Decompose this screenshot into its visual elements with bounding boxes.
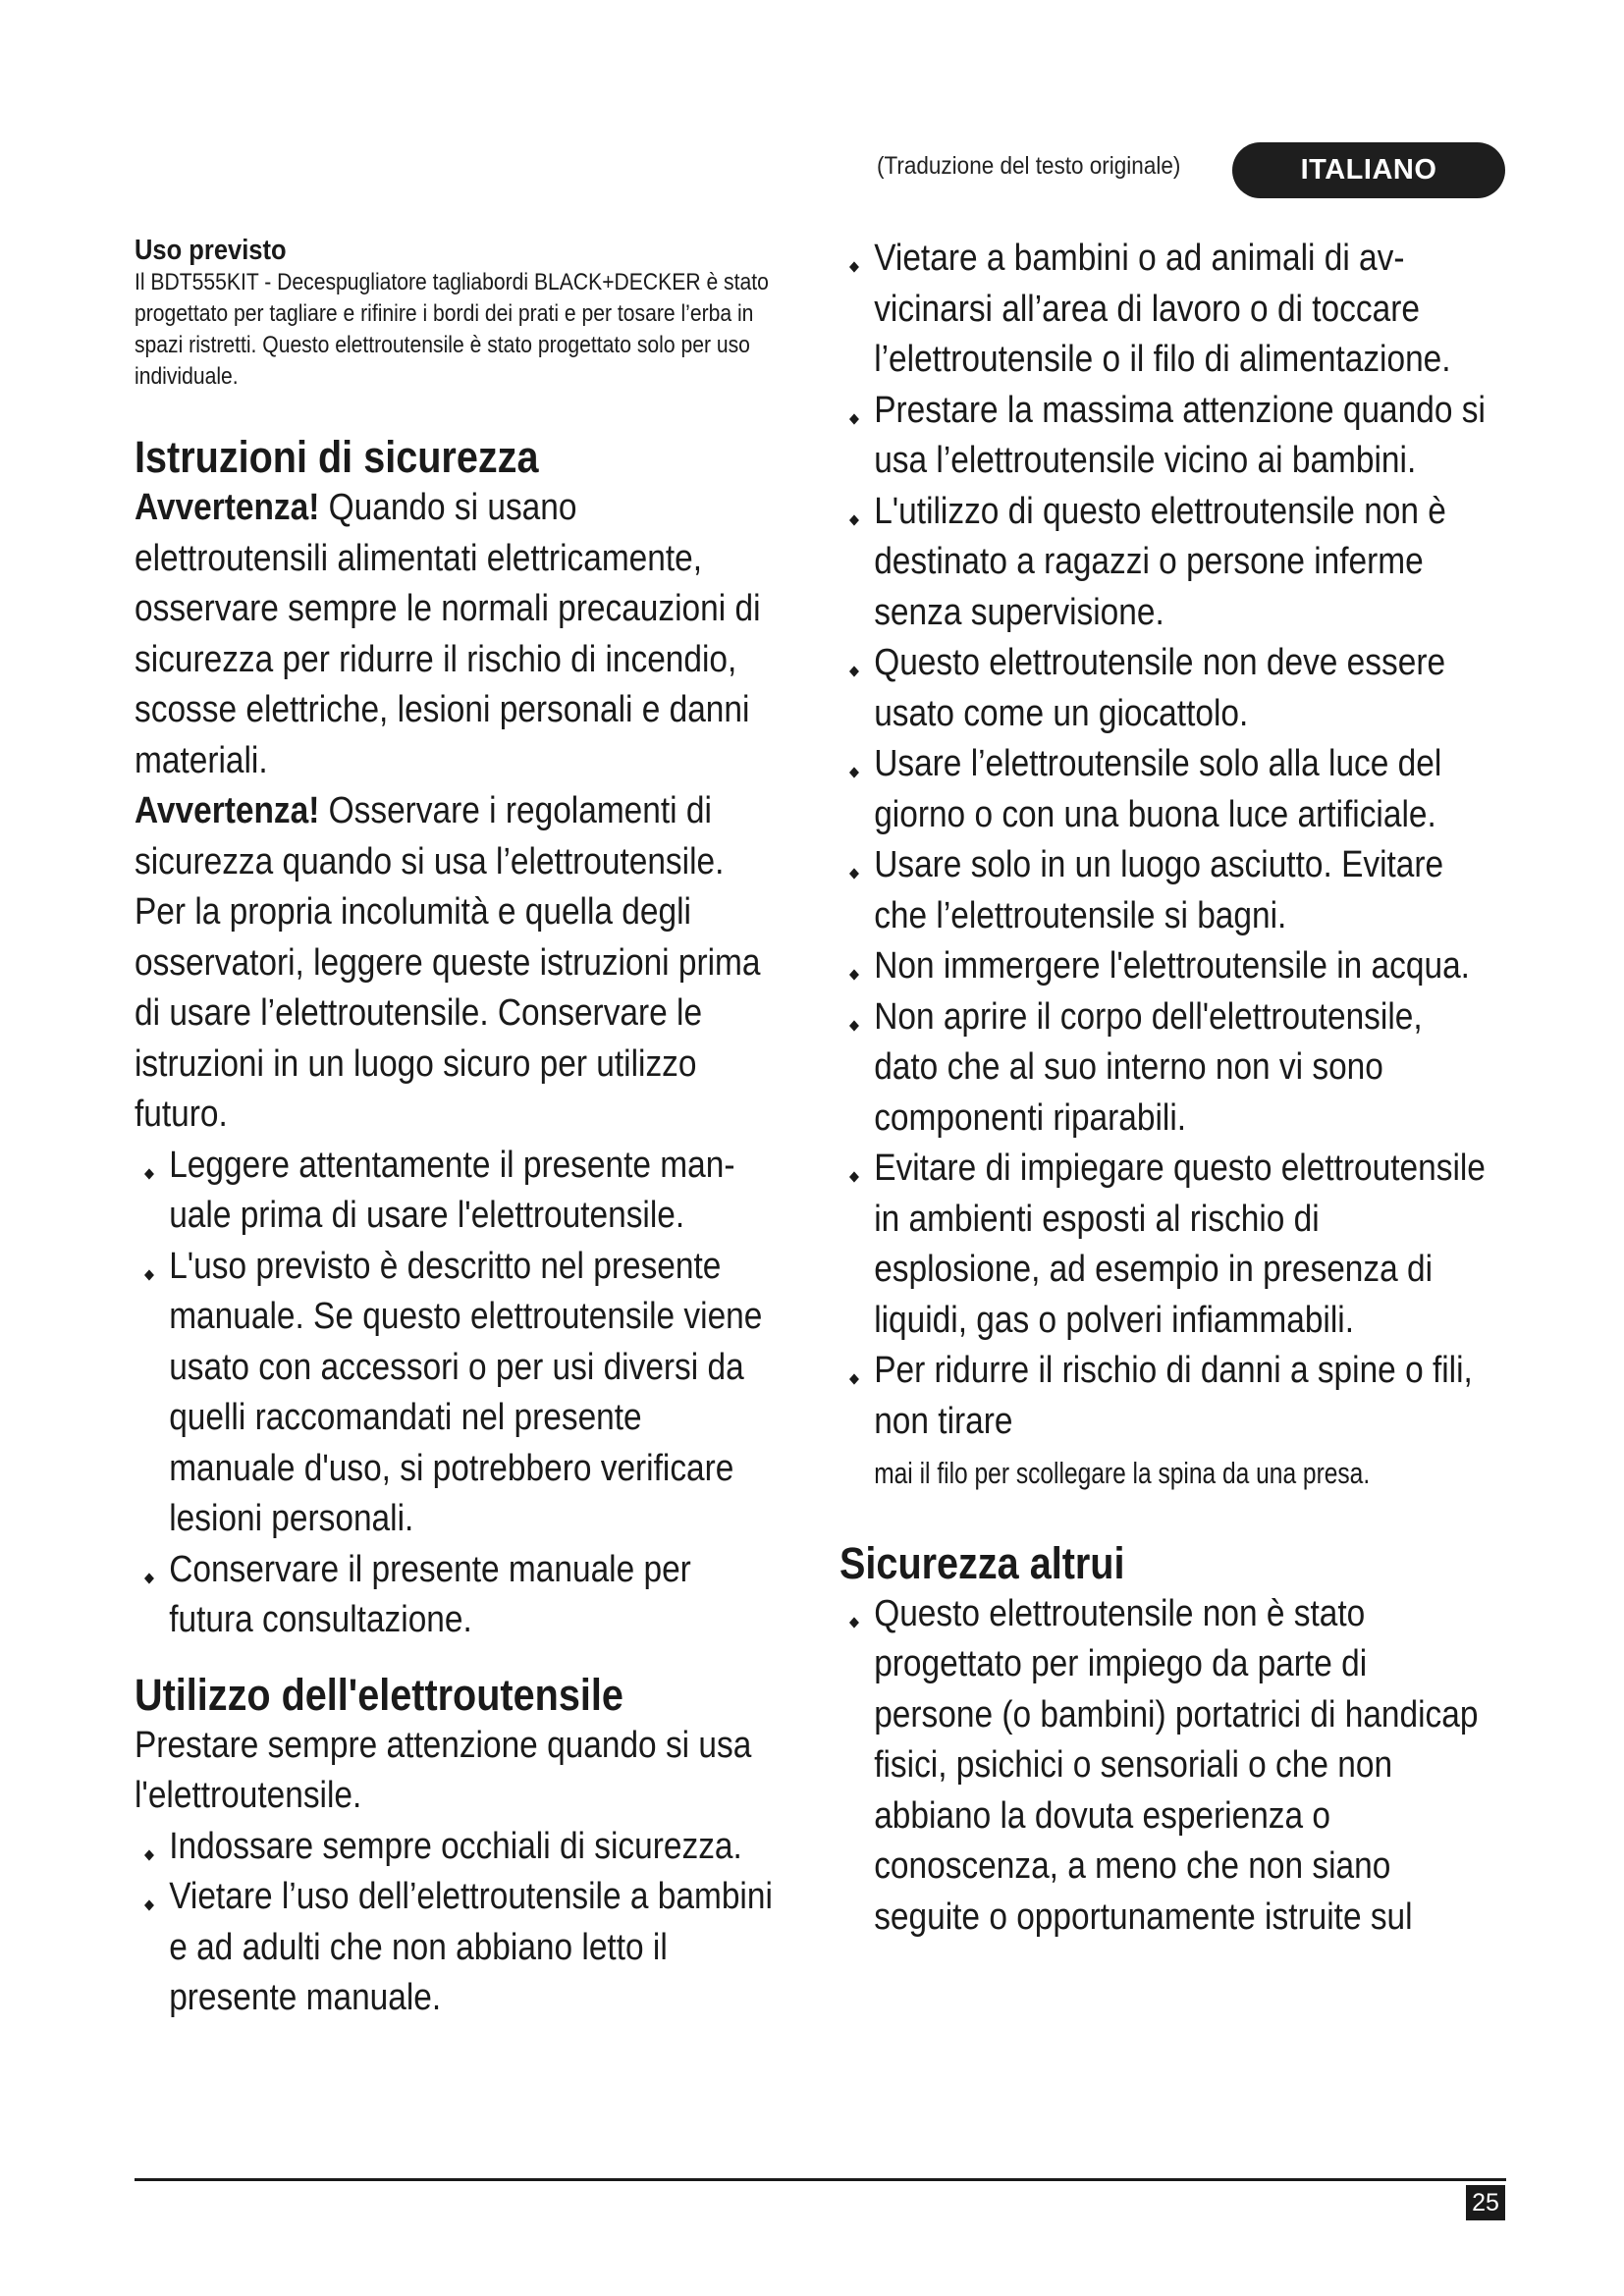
list-item: Indossare sempre occhiali di sicurezza. [135, 1822, 775, 1873]
list-item: Questo elettroutensile non deve essere usato come un giocattolo. [839, 638, 1492, 739]
bullet-diamond-icon [144, 1573, 154, 1583]
tool-use-intro: Prestare sempre attenzione quando si usa l'elettroutensile. [135, 1724, 752, 1816]
list-item: Leggere attentamente il presente manuale prima di usare l'elettroutensile. [135, 1141, 775, 1242]
tool-use-heading: Utilizzo dell'elettroutensile [135, 1669, 623, 1720]
others-safety-section [839, 1538, 1492, 1944]
list-item: Per ridurre il rischio di danni a spine o fili, non tiraremai il filo per scollegare la spina da una presa. [839, 1346, 1492, 1499]
language-badge: ITALIANO [1232, 142, 1505, 198]
footer-divider [135, 2178, 1506, 2181]
warning-label: Avvertenza! [135, 487, 320, 528]
bullet-diamond-icon [849, 868, 859, 879]
list-item: Questo elettroutensile non è stato progettato per impiego da parte di persone (o bambini) portatrici di handicap fisici, psichici o sensoriali o che non abbiano la dovuta esperienza o conoscenza, a meno che non siano seguite o opportunamente istruite sul [839, 1589, 1492, 1944]
tool-use-section [135, 1670, 775, 2024]
list-item: L'uso previsto è descritto nel presente manuale. Se questo elettroutensile viene usato con accessori o per usi diversi da quelli raccomandati nel presente manuale d'uso, si potrebbero verificare lesioni personali. [135, 1242, 775, 1545]
warning-text: Osservare i regolamenti di sicurezza quando si usa l’elettroutensile. Per la propria incolumità e quella degli osservatori, leggere queste istruzioni prima di usare l’elettroutensile. Conservare le istruzioni in un luogo sicuro per utilizzo futuro. [135, 790, 761, 1135]
bullet-diamond-icon [849, 1373, 859, 1384]
warning-paragraph-2 [135, 786, 775, 1141]
list-item: Conservare il presente manuale per futura consultazione. [135, 1545, 775, 1646]
warning-paragraph-1 [135, 483, 775, 786]
bullet-diamond-icon [849, 969, 859, 980]
warning-text: Quando si usano elettroutensili alimentati elettricamente, osservare sempre le normali precauzioni di sicurezza per ridurre il rischio di incendio, scosse elettriche, lesioni personali e danni materiali. [135, 487, 761, 781]
translation-note: (Traduzione del testo originale) [877, 152, 1181, 180]
others-safety-heading: Sicurezza altrui [839, 1537, 1125, 1588]
list-item: L'utilizzo di questo elettroutensile non è destinato a ragazzi o persone inferme senza supervisione. [839, 487, 1492, 639]
list-item: Usare l’elettroutensile solo alla luce del giorno o con una buona luce artificiale. [839, 739, 1492, 840]
bullet-diamond-icon [144, 1168, 154, 1179]
bullet-diamond-icon [849, 413, 859, 424]
page-number: 25 [1466, 2185, 1505, 2220]
bullet-diamond-icon [849, 1020, 859, 1031]
intended-use-title: Uso previsto [135, 235, 287, 266]
warning-label: Avvertenza! [135, 790, 320, 831]
others-bullet-list [839, 1589, 1492, 1944]
bullet-diamond-icon [849, 1617, 859, 1628]
condensed-text: mai il filo per scollegare la spina da una presa. [874, 1456, 1371, 1490]
safety-section [135, 432, 775, 1646]
list-item: Prestare la massima attenzione quando si usa l’elettroutensile vicino ai bambini. [839, 386, 1492, 487]
bullet-diamond-icon [849, 514, 859, 525]
list-item: Vietare a bambini o ad animali di avvicinarsi all’area di lavoro o di toccare l’elettroutensile o il filo di alimentazione. [839, 234, 1492, 386]
intended-use-section [135, 234, 775, 393]
tool-use-bullet-list [135, 1822, 775, 2024]
bullet-diamond-icon [144, 1269, 154, 1280]
bullet-diamond-icon [144, 1849, 154, 1860]
list-item: Non aprire il corpo dell'elettroutensile, dato che al suo interno non vi sono componenti riparabili. [839, 992, 1492, 1145]
safety-heading: Istruzioni di sicurezza [135, 432, 539, 482]
list-item: Usare solo in un luogo asciutto. Evitare che l’elettroutensile si bagni. [839, 840, 1492, 941]
intended-use-text: Il BDT555KIT - Decespugliatore tagliabordi BLACK+DECKER è stato progettato per tagliare e rifinire i bordi dei prati e per tosare l’erba in spazi ristretti. Questo elettroutensile è stato progettato solo per uso individuale. [135, 269, 769, 390]
bullet-diamond-icon [849, 1171, 859, 1182]
safety-bullet-list [135, 1141, 775, 1646]
safety-bullet-list-continued [839, 234, 1492, 1499]
bullet-diamond-icon [144, 1899, 154, 1910]
bullet-diamond-icon [849, 767, 859, 777]
list-item: Non immergere l'elettroutensile in acqua. [839, 941, 1492, 992]
bullet-diamond-icon [849, 666, 859, 676]
right-column [839, 234, 1492, 1943]
bullet-diamond-icon [849, 261, 859, 272]
list-item: Evitare di impiegare questo elettroutensile in ambienti esposti al rischio di esplosione, ad esempio in presenza di liquidi, gas o polveri infiammabili. [839, 1144, 1492, 1346]
list-item: Vietare l’uso dell’elettroutensile a bambini e ad adulti che non abbiano letto il presente manuale. [135, 1872, 775, 2024]
left-column [135, 234, 775, 2024]
